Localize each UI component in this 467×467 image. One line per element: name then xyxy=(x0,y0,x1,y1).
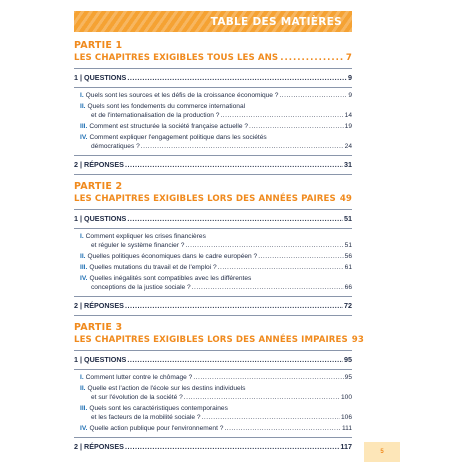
dot-leader xyxy=(125,441,339,452)
item-numeral: IV. xyxy=(80,134,88,141)
questions-row[interactable] xyxy=(74,213,352,224)
item-page: 106 xyxy=(340,414,352,421)
answers-page: 117 xyxy=(340,442,352,451)
item-page: 61 xyxy=(344,264,352,271)
dot-leader xyxy=(185,241,343,250)
part-label: PARTIE 3 xyxy=(74,322,123,333)
divider xyxy=(74,315,352,316)
item-numeral: I. xyxy=(80,233,84,240)
answers-label: 2 | RÉPONSES xyxy=(74,301,124,310)
questions-label: 1 | QUESTIONS xyxy=(74,214,127,223)
item-text: Comment est structurée la société française actuelle ? xyxy=(89,123,249,130)
item-numeral: II. xyxy=(80,385,86,392)
part-3 xyxy=(74,322,364,452)
item-text: Comment expliquer l'engagement politique dans les sociétés xyxy=(89,134,267,141)
questions-label: 1 | QUESTIONS xyxy=(74,355,127,364)
toc-title: TABLE DES MATIÈRES xyxy=(210,15,342,28)
item-text: Quelles politiques économiques dans le cadre européen ? xyxy=(87,253,258,260)
answers-row[interactable] xyxy=(74,159,352,170)
item-text: démocratiques ? xyxy=(91,143,140,150)
questions-label: 1 | QUESTIONS xyxy=(74,73,127,82)
item-text: Quels sont les sources et les défis de la croissance économique ? xyxy=(85,92,279,99)
item-text: et les facteurs de la mobilité sociale ? xyxy=(91,414,201,421)
item-text: Quelle action publique pour l'environnement ? xyxy=(89,425,224,432)
item-page: 100 xyxy=(340,394,352,401)
toc-item[interactable] xyxy=(74,274,352,292)
dot-leader xyxy=(220,111,343,120)
questions-row[interactable] xyxy=(74,72,352,83)
item-page: 24 xyxy=(344,143,352,150)
toc-item[interactable] xyxy=(74,232,352,250)
answers-page: 72 xyxy=(344,301,352,310)
dot-leader xyxy=(192,283,344,292)
item-page: 56 xyxy=(344,253,352,260)
page-number: 5 xyxy=(380,449,384,455)
questions-row[interactable] xyxy=(74,354,352,365)
item-text: conceptions de la justice sociale ? xyxy=(91,284,191,291)
item-page: 14 xyxy=(344,112,352,119)
toc-item[interactable] xyxy=(74,252,352,261)
dot-leader xyxy=(184,393,340,402)
dot-leader xyxy=(125,159,343,170)
toc-item[interactable] xyxy=(74,122,352,131)
part-title: LES CHAPITRES EXIGIBLES TOUS LES ANS xyxy=(74,53,279,63)
dot-leader xyxy=(127,72,347,83)
item-text: et de l'internationalisation de la production ? xyxy=(91,112,220,119)
toc-item[interactable] xyxy=(74,263,352,272)
part-title-row[interactable] xyxy=(74,193,352,205)
dot-leader xyxy=(125,300,343,311)
questions-page: 95 xyxy=(344,355,352,364)
item-numeral: III. xyxy=(80,405,88,412)
item-page: 51 xyxy=(344,242,352,249)
item-text: Quelle est l'action de l'école sur les destins individuels xyxy=(87,385,246,392)
toc-item[interactable] xyxy=(74,384,352,402)
dot-leader xyxy=(224,424,341,433)
item-numeral: IV. xyxy=(80,425,88,432)
item-text: et sur l'évolution de la société ? xyxy=(91,394,183,401)
divider xyxy=(74,350,352,351)
toc-item[interactable] xyxy=(74,404,352,422)
divider xyxy=(74,369,352,370)
questions-page: 9 xyxy=(348,73,352,82)
item-page: 19 xyxy=(344,123,352,130)
item-text: Quelles mutations du travail et de l'emploi ? xyxy=(89,264,217,271)
answers-page: 31 xyxy=(344,160,352,169)
item-page: 95 xyxy=(344,374,352,381)
dot-leader xyxy=(249,122,344,131)
dot-leader xyxy=(258,252,343,261)
divider xyxy=(74,228,352,229)
item-text: Comment expliquer les crises financières xyxy=(85,233,206,240)
part-label: PARTIE 1 xyxy=(74,40,123,51)
item-page: 111 xyxy=(341,425,352,432)
dot-leader xyxy=(218,263,344,272)
table-of-contents xyxy=(74,40,364,452)
divider xyxy=(74,437,352,438)
part-title-row[interactable] xyxy=(74,334,364,346)
toc-item[interactable] xyxy=(74,91,352,100)
dot-leader xyxy=(202,413,340,422)
dot-leader xyxy=(193,373,343,382)
item-numeral: II. xyxy=(80,103,86,110)
toc-item[interactable] xyxy=(74,373,352,382)
dot-leader xyxy=(127,213,343,224)
answers-label: 2 | RÉPONSES xyxy=(74,442,124,451)
item-text: Quels sont les caractéristiques contemporaines xyxy=(89,405,228,412)
divider xyxy=(74,209,352,210)
dot-leader xyxy=(280,52,344,64)
divider xyxy=(74,174,352,175)
item-numeral: II. xyxy=(80,253,86,260)
toc-banner xyxy=(74,11,352,32)
answers-row[interactable] xyxy=(74,300,352,311)
item-text: et réguler le système financier ? xyxy=(91,242,185,249)
toc-item[interactable] xyxy=(74,133,352,151)
item-page: 66 xyxy=(344,284,352,291)
item-numeral: I. xyxy=(80,374,84,381)
part-title: LES CHAPITRES EXIGIBLES LORS DES ANNÉES IMPAIRES xyxy=(74,335,348,345)
page-number-box xyxy=(364,442,400,462)
divider xyxy=(74,87,352,88)
dot-leader xyxy=(127,354,343,365)
part-2 xyxy=(74,181,352,316)
toc-item[interactable] xyxy=(74,102,352,120)
questions-page: 51 xyxy=(344,214,352,223)
item-numeral: IV. xyxy=(80,275,88,282)
part-page: 49 xyxy=(339,194,352,204)
divider xyxy=(74,296,352,297)
part-label: PARTIE 2 xyxy=(74,181,123,192)
answers-row[interactable] xyxy=(74,441,352,452)
part-title-row[interactable] xyxy=(74,52,352,64)
item-numeral: I. xyxy=(80,92,84,99)
item-numeral: III. xyxy=(80,264,88,271)
item-page: 9 xyxy=(348,92,352,99)
divider xyxy=(74,155,352,156)
dot-leader xyxy=(141,142,344,151)
item-text: Comment lutter contre le chômage ? xyxy=(85,374,193,381)
part-page: 7 xyxy=(345,53,352,63)
part-1 xyxy=(74,40,352,175)
part-title: LES CHAPITRES EXIGIBLES LORS DES ANNÉES PAIRES xyxy=(74,194,336,204)
part-page: 93 xyxy=(351,335,364,345)
divider xyxy=(74,68,352,69)
item-text: Quelles inégalités sont compatibles avec les différentes xyxy=(89,275,252,282)
answers-label: 2 | RÉPONSES xyxy=(74,160,124,169)
dot-leader xyxy=(279,91,347,100)
toc-item[interactable] xyxy=(74,424,352,433)
item-text: Quels sont les fondements du commerce international xyxy=(87,103,246,110)
item-numeral: III. xyxy=(80,123,88,130)
